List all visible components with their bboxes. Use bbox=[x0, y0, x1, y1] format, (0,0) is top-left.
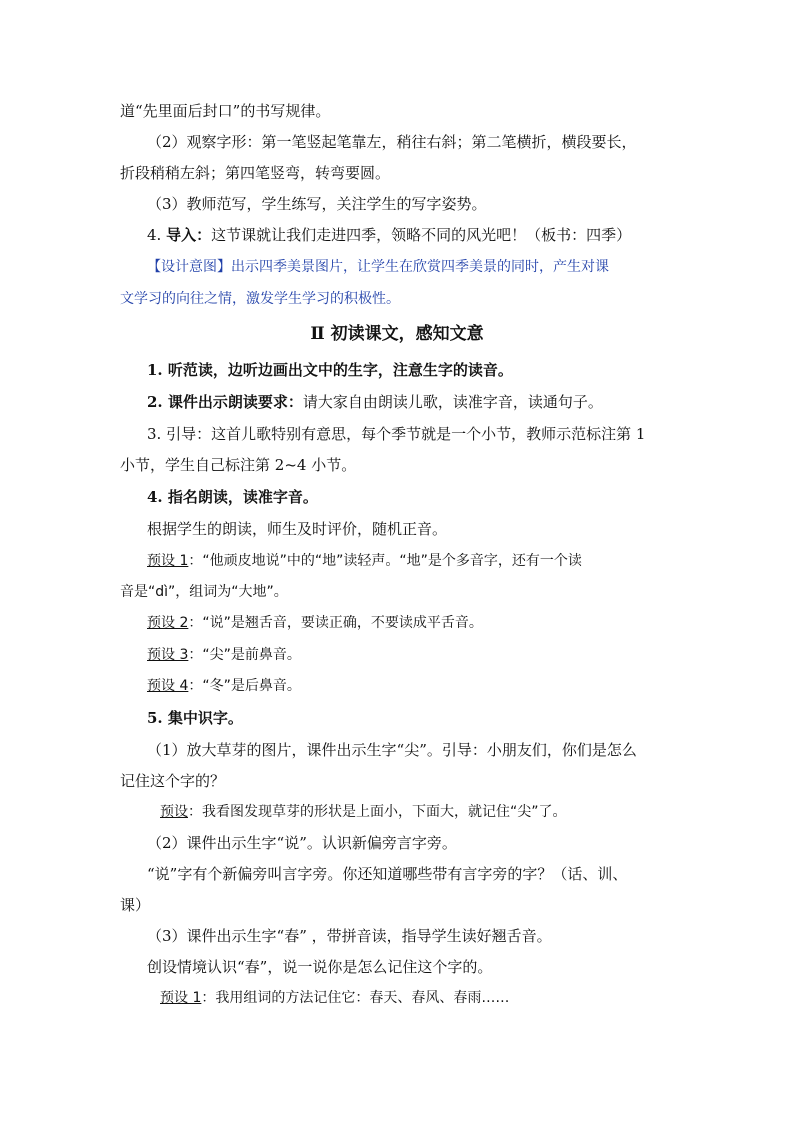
preset-text: ：我用组词的方法记住它：春天、春风、春雨…… bbox=[201, 990, 510, 1006]
preset-label: 预设 2 bbox=[147, 615, 189, 631]
design-intent-text: 出示四季美景图片，让学生在欣赏四季美景的同时，产生对课 bbox=[231, 259, 609, 275]
paragraph-line: （2）观察字形：第一笔竖起笔靠左，稍往右斜；第二笔横折，横段要长， bbox=[147, 133, 637, 151]
preset-line bbox=[147, 676, 301, 696]
step-line: 1. 听范读，边听边画出文中的生字，注意生字的读音。 bbox=[147, 361, 513, 379]
step-line bbox=[147, 392, 603, 412]
preset-label: 预设 1 bbox=[160, 990, 202, 1006]
design-intent-line bbox=[147, 257, 609, 277]
paragraph-line: 创设情境认识“春”，说一说你是怎么记住这个字的。 bbox=[147, 958, 493, 976]
step-line: 小节，学生自己标注第 2~4 小节。 bbox=[120, 456, 357, 474]
preset-text: ：“尖”是前鼻音。 bbox=[188, 647, 301, 663]
intro-line bbox=[147, 225, 631, 245]
intro-label: 导入： bbox=[166, 226, 212, 244]
step-label: 2. 课件出示朗读要求： bbox=[147, 393, 303, 411]
preset-line: 音是“dì”，组词为“大地”。 bbox=[120, 584, 288, 600]
preset-text: ：“他顽皮地说”中的“地”读轻声。“地”是个多音字，还有一个读 bbox=[188, 553, 582, 569]
preset-line bbox=[147, 645, 301, 665]
preset-label: 预设 1 bbox=[147, 553, 189, 569]
step-line: 3. 引导：这首儿歌特别有意思，每个季节就是一个小节，教师示范标注第 1 bbox=[147, 425, 646, 443]
item-number: 4. bbox=[147, 226, 162, 244]
preset-label: 预设 3 bbox=[147, 647, 189, 663]
paragraph-line: （1）放大草芽的图片，课件出示生字“尖”。引导：小朋友们，你们是怎么 bbox=[147, 741, 637, 759]
paragraph-line: “说”字有个新偏旁叫言字旁。你还知道哪些带有言字旁的字？（话、训、 bbox=[147, 865, 628, 883]
paragraph-line: （3）课件出示生字“春” ，带拼音读，指导学生读好翘舌音。 bbox=[147, 927, 552, 945]
paragraph-line: 课） bbox=[120, 896, 151, 914]
preset-label: 预设 bbox=[160, 804, 188, 820]
paragraph-line: 根据学生的朗读，师生及时评价，随机正音。 bbox=[147, 520, 448, 538]
preset-line bbox=[160, 802, 567, 822]
preset-text: ：“说”是翘舌音，要读正确，不要读成平舌音。 bbox=[188, 615, 483, 631]
paragraph-line: 折段稍稍左斜；第四笔竖弯，转弯要圆。 bbox=[120, 164, 391, 182]
paragraph-line: （2）课件出示生字“说”。认识新偏旁言字旁。 bbox=[147, 834, 457, 852]
step-text: 请大家自由朗读儿歌，读准字音，读通句子。 bbox=[302, 393, 603, 411]
step-line: 4. 指名朗读，读准字音。 bbox=[147, 488, 318, 506]
preset-line bbox=[147, 551, 582, 571]
step-line: 5. 集中识字。 bbox=[147, 709, 243, 727]
preset-label: 预设 4 bbox=[147, 678, 189, 694]
design-intent-line: 文学习的向往之情，激发学生学习的积极性。 bbox=[120, 291, 400, 307]
intro-text: 这节课就让我们走进四季，领略不同的风光吧！（板书：四季） bbox=[211, 226, 632, 244]
preset-line bbox=[147, 613, 483, 633]
paragraph-line: 道“先里面后封口”的书写规律。 bbox=[120, 102, 331, 120]
preset-line bbox=[160, 988, 509, 1008]
paragraph-line: 记住这个字的？ bbox=[120, 772, 226, 790]
section-heading: Ⅱ 初读课文，感知文意 bbox=[310, 324, 484, 344]
preset-text: ：我看图发现草芽的形状是上面小，下面大，就记住“尖”了。 bbox=[188, 804, 567, 820]
paragraph-line: （3）教师范写，学生练写，关注学生的写字姿势。 bbox=[147, 195, 487, 213]
design-intent-tag: 【设计意图】 bbox=[147, 259, 231, 275]
preset-text: ：“冬”是后鼻音。 bbox=[188, 678, 301, 694]
